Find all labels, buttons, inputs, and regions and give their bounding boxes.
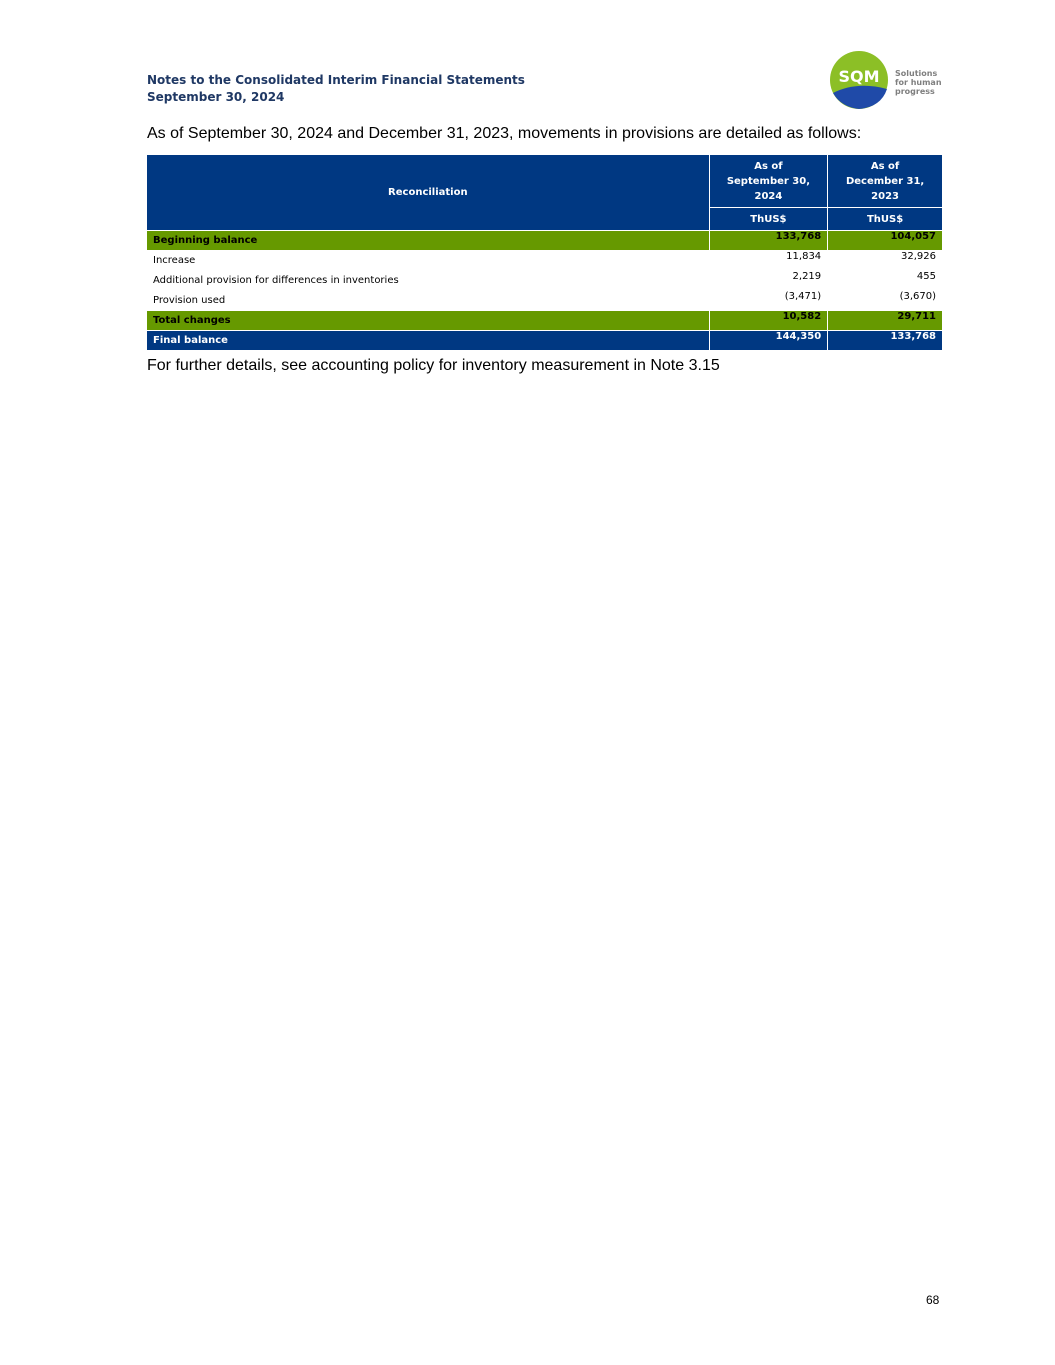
unit-col-dec-2023: ThUS$ bbox=[828, 208, 942, 231]
table-row-increase bbox=[147, 251, 942, 271]
row-value-2024: 11,834 bbox=[709, 251, 828, 271]
logo-tagline-line-3: progress bbox=[895, 87, 935, 96]
sqm-logo-mark: SQM bbox=[838, 67, 880, 86]
row-label: Final balance bbox=[147, 331, 709, 351]
row-value-2023: 29,711 bbox=[828, 311, 942, 331]
table-row-provision-used bbox=[147, 291, 942, 311]
table-row-total-changes bbox=[147, 311, 942, 331]
logo-tagline-line-2: for human bbox=[895, 78, 942, 87]
header-col-sep-2024 bbox=[709, 155, 828, 208]
logo-tagline bbox=[895, 69, 942, 96]
sqm-logo bbox=[829, 51, 945, 111]
row-label: Provision used bbox=[147, 291, 709, 311]
document-date: September 30, 2024 bbox=[147, 90, 285, 104]
row-label: Additional provision for differences in inventories bbox=[147, 271, 709, 291]
header-col-dec-2023-line-2: December 31, bbox=[845, 175, 925, 187]
header-col-dec-2023-line-3: 2023 bbox=[871, 190, 899, 202]
page-number: 68 bbox=[926, 1293, 940, 1307]
row-label: Beginning balance bbox=[147, 231, 709, 251]
table-row-final-balance bbox=[147, 331, 942, 351]
row-value-2024: 144,350 bbox=[709, 331, 828, 351]
row-value-2024: 10,582 bbox=[709, 311, 828, 331]
document-title: Notes to the Consolidated Interim Financial Statements bbox=[147, 73, 525, 87]
intro-paragraph: As of September 30, 2024 and December 31, 2023, movements in provisions are detailed as follows: bbox=[147, 125, 862, 142]
row-label: Increase bbox=[147, 251, 709, 271]
page-header bbox=[147, 72, 525, 106]
row-value-2024: 2,219 bbox=[709, 271, 828, 291]
unit-col-sep-2024: ThUS$ bbox=[709, 208, 828, 231]
row-value-2023: (3,670) bbox=[828, 291, 942, 311]
row-value-2023: 32,926 bbox=[828, 251, 942, 271]
row-value-2023: 104,057 bbox=[828, 231, 942, 251]
row-value-2023: 455 bbox=[828, 271, 942, 291]
table-row-additional-provision bbox=[147, 271, 942, 291]
row-label: Total changes bbox=[147, 311, 709, 331]
header-col-sep-2024-line-2: September 30, bbox=[726, 175, 811, 187]
logo-tagline-line-1: Solutions bbox=[895, 69, 938, 78]
sqm-logo-icon bbox=[829, 51, 893, 111]
row-value-2023: 133,768 bbox=[828, 331, 942, 351]
header-reconciliation: Reconciliation bbox=[147, 155, 709, 231]
row-value-2024: 133,768 bbox=[709, 231, 828, 251]
row-value-2024: (3,471) bbox=[709, 291, 828, 311]
header-col-dec-2023-line-1: As of bbox=[870, 160, 900, 172]
table-row-beginning-balance bbox=[147, 231, 942, 251]
header-col-sep-2024-line-3: 2024 bbox=[754, 190, 783, 202]
header-col-sep-2024-line-1: As of bbox=[754, 160, 783, 172]
provisions-reconciliation-table bbox=[147, 155, 942, 351]
header-col-dec-2023 bbox=[828, 155, 942, 208]
footnote-paragraph: For further details, see accounting policy for inventory measurement in Note 3.15 bbox=[147, 357, 720, 374]
